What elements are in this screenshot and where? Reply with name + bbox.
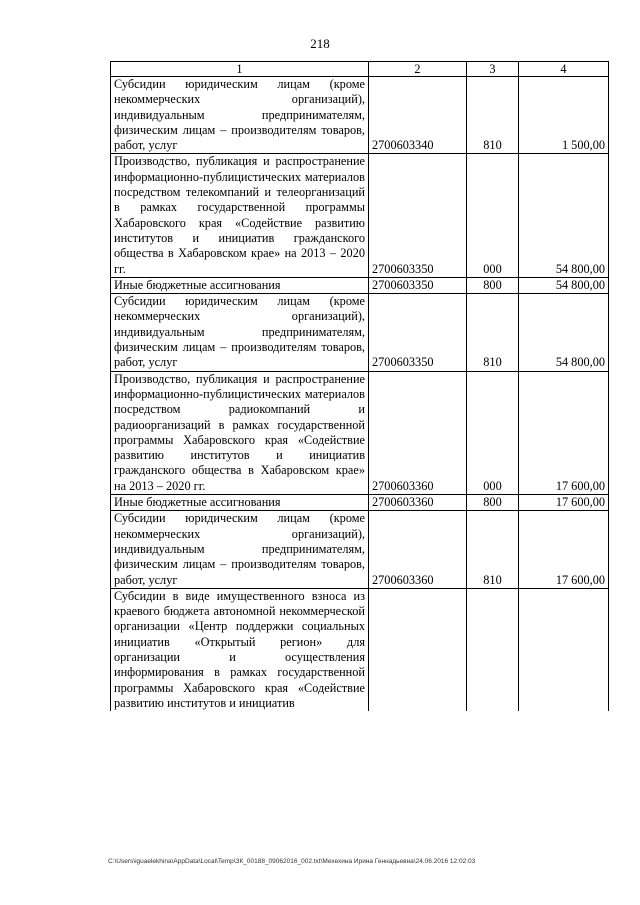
- row-expense-type: 810: [467, 294, 519, 371]
- budget-table: [110, 61, 609, 711]
- row-code: 2700603360: [369, 511, 467, 588]
- row-name: Производство, публикация и распространение информационно-публицистических материалов посредством телекомпаний и телеорганизаций в рамках государственной программы Хабаровского края «Содействие развитию институтов и инициатив гражданского общества в Хабаровском крае» на 2013 – 2020 гг.: [111, 154, 369, 277]
- table-row: [111, 588, 609, 711]
- table-row: [111, 277, 609, 293]
- row-expense-type: 000: [467, 154, 519, 277]
- column-header: 2: [369, 62, 467, 77]
- table-row: [111, 495, 609, 511]
- row-code: 2700603350: [369, 154, 467, 277]
- table-row: [111, 294, 609, 371]
- row-amount: 54 800,00: [519, 277, 609, 293]
- row-expense-type: 810: [467, 77, 519, 154]
- row-name: Субсидии юридическим лицам (кроме некоммерческих организаций), индивидуальным предпринимателям, физическим лицам – производителям товаров, работ, услуг: [111, 511, 369, 588]
- row-expense-type: 810: [467, 511, 519, 588]
- table-row: [111, 371, 609, 494]
- row-amount: 17 600,00: [519, 511, 609, 588]
- row-code: 2700603360: [369, 495, 467, 511]
- row-code: 2700603340: [369, 77, 467, 154]
- row-expense-type: 000: [467, 371, 519, 494]
- table-row: [111, 511, 609, 588]
- row-amount: 17 600,00: [519, 371, 609, 494]
- row-name: Субсидии в виде имущественного взноса из краевого бюджета автономной некоммерческой организации «Центр поддержки социальных инициатив «Открытый регион» для организации и осуществления информирования в рамках государственной программы Хабаровского края «Содействие развитию институтов и инициатив: [111, 588, 369, 711]
- row-name: Субсидии юридическим лицам (кроме некоммерческих организаций), индивидуальным предпринимателям, физическим лицам – производителям товаров, работ, услуг: [111, 77, 369, 154]
- column-header: 3: [467, 62, 519, 77]
- file-path-footer: C:\Users\iguaelekhina\AppData\Local\Temp\ЗК_00188_09062016_002.txt\Мехехина Ирина Геннадьевна\24.06.2016 12:02:03: [108, 858, 476, 865]
- row-expense-type: 800: [467, 277, 519, 293]
- row-name: Иные бюджетные ассигнования: [111, 277, 369, 293]
- page-number: 218: [310, 36, 330, 51]
- row-amount: 54 800,00: [519, 294, 609, 371]
- column-header: 1: [111, 62, 369, 77]
- row-code: 2700603350: [369, 277, 467, 293]
- row-name: Производство, публикация и распространение информационно-публицистических материалов посредством радиокомпаний и радиоорганизаций в рамках государственной программы Хабаровского края «Содействие развитию институтов и инициатив гражданского общества в Хабаровском крае» на 2013 – 2020 гг.: [111, 371, 369, 494]
- row-name: Иные бюджетные ассигнования: [111, 495, 369, 511]
- row-name: Субсидии юридическим лицам (кроме некоммерческих организаций), индивидуальным предпринимателям, физическим лицам – производителям товаров, работ, услуг: [111, 294, 369, 371]
- row-expense-type: 800: [467, 495, 519, 511]
- row-expense-type: [467, 588, 519, 711]
- column-header: 4: [519, 62, 609, 77]
- table-row: [111, 154, 609, 277]
- row-amount: [519, 588, 609, 711]
- row-code: [369, 588, 467, 711]
- row-amount: 1 500,00: [519, 77, 609, 154]
- table-row: [111, 77, 609, 154]
- table-header-row: [111, 62, 609, 77]
- row-amount: 17 600,00: [519, 495, 609, 511]
- row-code: 2700603360: [369, 371, 467, 494]
- row-code: 2700603350: [369, 294, 467, 371]
- row-amount: 54 800,00: [519, 154, 609, 277]
